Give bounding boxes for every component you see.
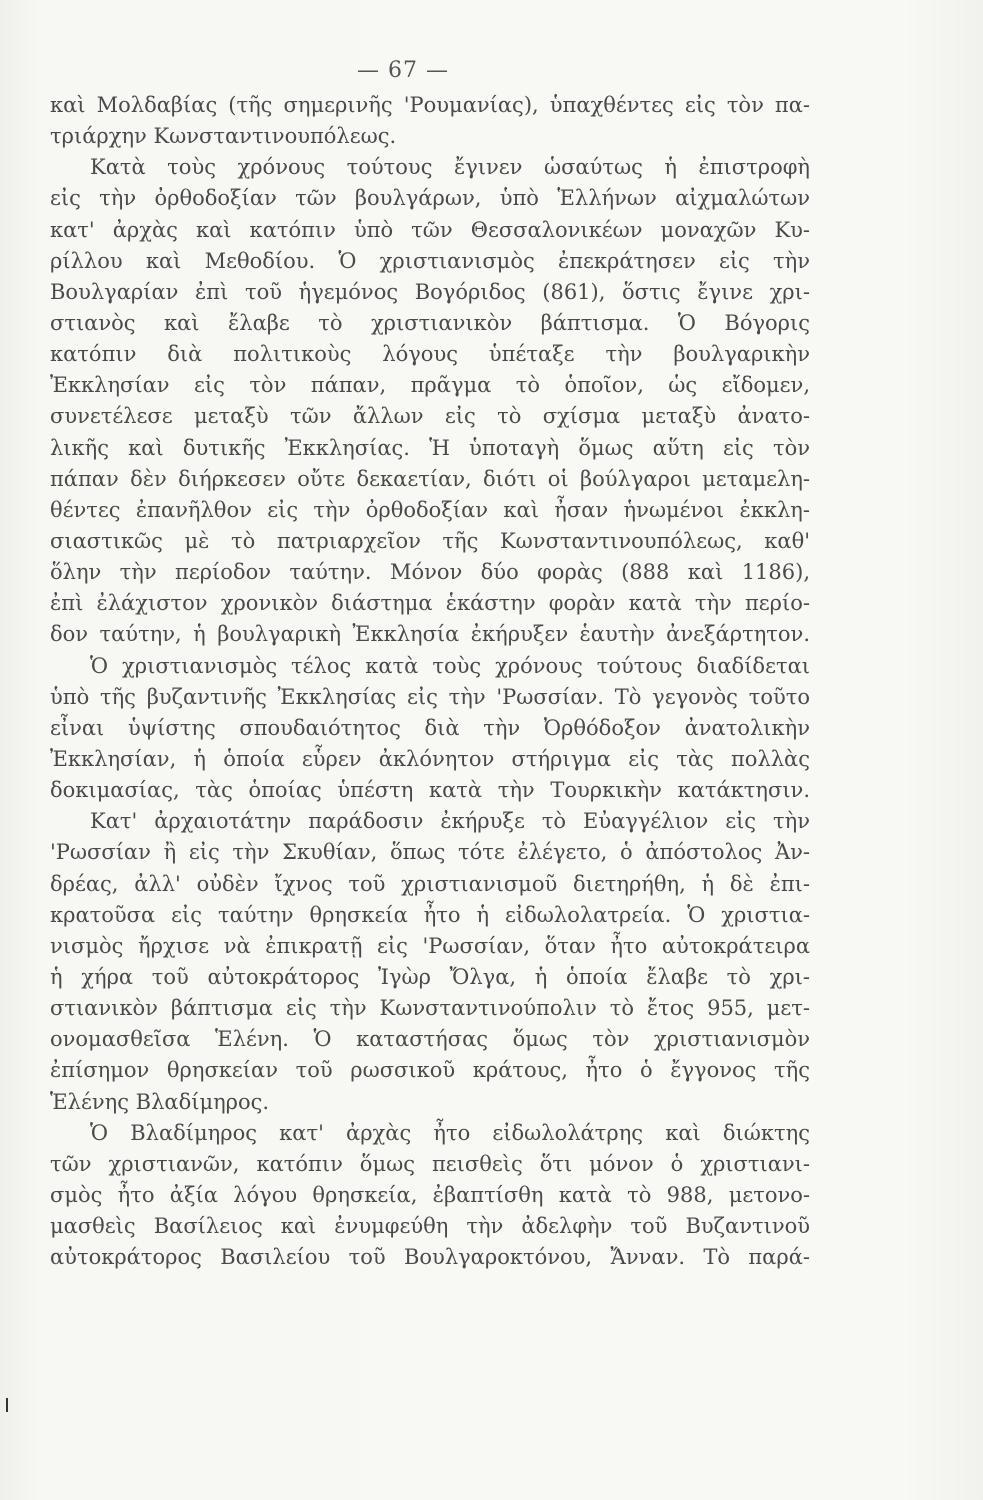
text-line: μασθεὶς Βασίλειος καὶ ἐνυμφεύθη τὴν ἀδελφὴν τοῦ Βυζαντινοῦ [50,1214,810,1239]
body-text [50,90,810,1273]
text-line: ονομασθεῖσα Ἑλένη. Ὁ καταστήσας ὅμως τὸν χριστιανισμὸν [50,1027,810,1052]
paragraph-first-line: Κατ' ἀρχαιοτάτην παράδοσιν ἐκήρυξε τὸ Εὐαγγέλιον εἰς τὴν [90,809,810,834]
paragraph-first-line: Ὁ Βλαδίμηρος κατ' ἀρχὰς ἦτο εἰδωλολάτρης καὶ διώκτης [90,1120,810,1145]
text-line: καὶ Μολδαβίας (τῆς σημερινῆς 'Ρουμανίας), ὑπαχθέντες εἰς τὸν πα- [50,93,810,117]
text-line: κατόπιν διὰ πολιτικοὺς λόγους ὑπέταξε τὴν βουλγαρικὴν [50,342,810,367]
text-line: δοκιμασίας, τὰς ὁποίας ὑπέστη κατὰ τὴν Τουρκικὴν κατάκτησιν. [50,778,810,803]
text-line: 'Ρωσσίαν ἢ εἰς τὴν Σκυθίαν, ὅπως τότε ἐλέγετο, ὁ ἀπόστολος Ἀν- [50,840,810,865]
text-line: ἐπὶ ἐλάχιστον χρονικὸν διάστημα ἑκάστην φορὰν κατὰ τὴν περίο- [50,591,810,616]
paragraph-first-line: Κατὰ τοὺς χρόνους τούτους ἔγινεν ὡσαύτως ἡ ἐπιστροφὴ [90,155,810,180]
text-line: νισμὸς ἤρχισε νὰ ἐπικρατῇ εἰς 'Ρωσσίαν, ὅταν ἦτο αὐτοκράτειρα [50,933,810,958]
text-line: τῶν χριστιανῶν, κατόπιν ὅμως πεισθεὶς ὅτι μόνον ὁ χριστιανι- [50,1151,810,1176]
text-line: Ἐκκλησίαν εἰς τὸν πάπαν, πρᾶγμα τὸ ὁποῖον, ὡς εἴδομεν, [50,373,810,398]
text-line: τριάρχην Κωνσταντινουπόλεως. [50,124,397,149]
text-line: ἐπίσημον θρησκείαν τοῦ ρωσσικοῦ κράτους, ἦτο ὁ ἔγγονος τῆς [50,1058,810,1083]
text-line: σμὸς ἦτο ἀξία λόγου θρησκεία, ἐβαπτίσθη κατὰ τὸ 988, μετονο- [50,1182,810,1207]
text-line: κρατοῦσα εἰς ταύτην θρησκεία ἦτο ἡ εἰδωλολατρεία. Ὁ χριστια- [50,902,810,927]
text-line: σιαστικῶς μὲ τὸ πατριαρχεῖον τῆς Κωνσταντινουπόλεως, καθ' [50,528,810,553]
text-line: λικῆς καὶ δυτικῆς Ἐκκλησίας. Ἡ ὑποταγὴ ὅμως αὕτη εἰς τὸν [50,435,810,460]
text-line: ρίλλου καὶ Μεθοδίου. Ὁ χριστιανισμὸς ἐπεκράτησεν εἰς τὴν [50,248,810,273]
paragraph-first-line: Ὁ χριστιανισμὸς τέλος κατὰ τοὺς χρόνους τούτους διαδίδεται [90,653,810,678]
page-number: — 67 — [357,58,449,83]
scan-edge-mark [6,1398,8,1412]
text-line: εἶναι ὑψίστης σπουδαιότητος διὰ τὴν Ὀρθόδοξον ἀνατολικὴν [50,715,810,740]
text-line: στιανὸς καὶ ἔλαβε τὸ χριστιανικὸν βάπτισμα. Ὁ Βόγορις [50,310,810,335]
text-line: Ἐκκλησίαν, ἡ ὁποία εὗρεν ἀκλόνητον στήριγμα εἰς τὰς πολλὰς [50,746,810,771]
text-line: εἰς τὴν ὀρθοδοξίαν τῶν βουλγάρων, ὑπὸ Ἑλλήνων αἰχμαλώτων [50,186,810,211]
text-line: αὐτοκράτορος Βασιλείου τοῦ Βουλγαροκτόνου, Ἄνναν. Τὸ παρά- [50,1245,810,1270]
text-line: στιανικὸν βάπτισμα εἰς τὴν Κωνσταντινούπολιν τὸ ἔτος 955, μετ- [50,996,810,1021]
text-line: δον ταύτην, ἡ βουλγαρικὴ Ἐκκλησία ἐκήρυξεν ἑαυτὴν ἀνεξάρτητον. [50,622,810,647]
text-line: θέντες ἐπανῆλθον εἰς τὴν ὀρθοδοξίαν καὶ ἦσαν ἡνωμένοι ἐκκλη- [50,497,810,522]
text-line: Ἑλένης Βλαδίμηρος. [50,1089,270,1114]
text-line: δρέας, ἀλλ' οὐδὲν ἴχνος τοῦ χριστιανισμοῦ διετηρήθη, ἡ δὲ ἐπι- [50,871,810,896]
text-line: πάπαν δὲν διήρκεσεν οὔτε δεκαετίαν, διότι οἱ βούλγαροι μεταμελη- [50,466,810,491]
text-line: ἡ χήρα τοῦ αὐτοκράτορος Ἰγὼρ Ὄλγα, ἡ ὁποία ἔλαβε τὸ χρι- [50,964,810,989]
text-line: Βουλγαρίαν ἐπὶ τοῦ ἡγεμόνος Βογόριδος (861), ὅστις ἔγινε χρι- [50,279,810,304]
text-line: ὑπὸ τῆς βυζαντινῆς Ἐκκλησίας εἰς τὴν 'Ρωσσίαν. Τὸ γεγονὸς τοῦτο [50,684,810,709]
text-line: κατ' ἀρχὰς καὶ κατόπιν ὑπὸ τῶν Θεσσαλονικέων μοναχῶν Κυ- [50,217,810,242]
text-line: συνετέλεσε μεταξὺ τῶν ἄλλων εἰς τὸ σχίσμα μεταξὺ ἀνατο- [50,404,810,429]
text-line: ὅλην τὴν περίοδον ταύτην. Μόνον δύο φορὰς (888 καὶ 1186), [50,560,810,585]
